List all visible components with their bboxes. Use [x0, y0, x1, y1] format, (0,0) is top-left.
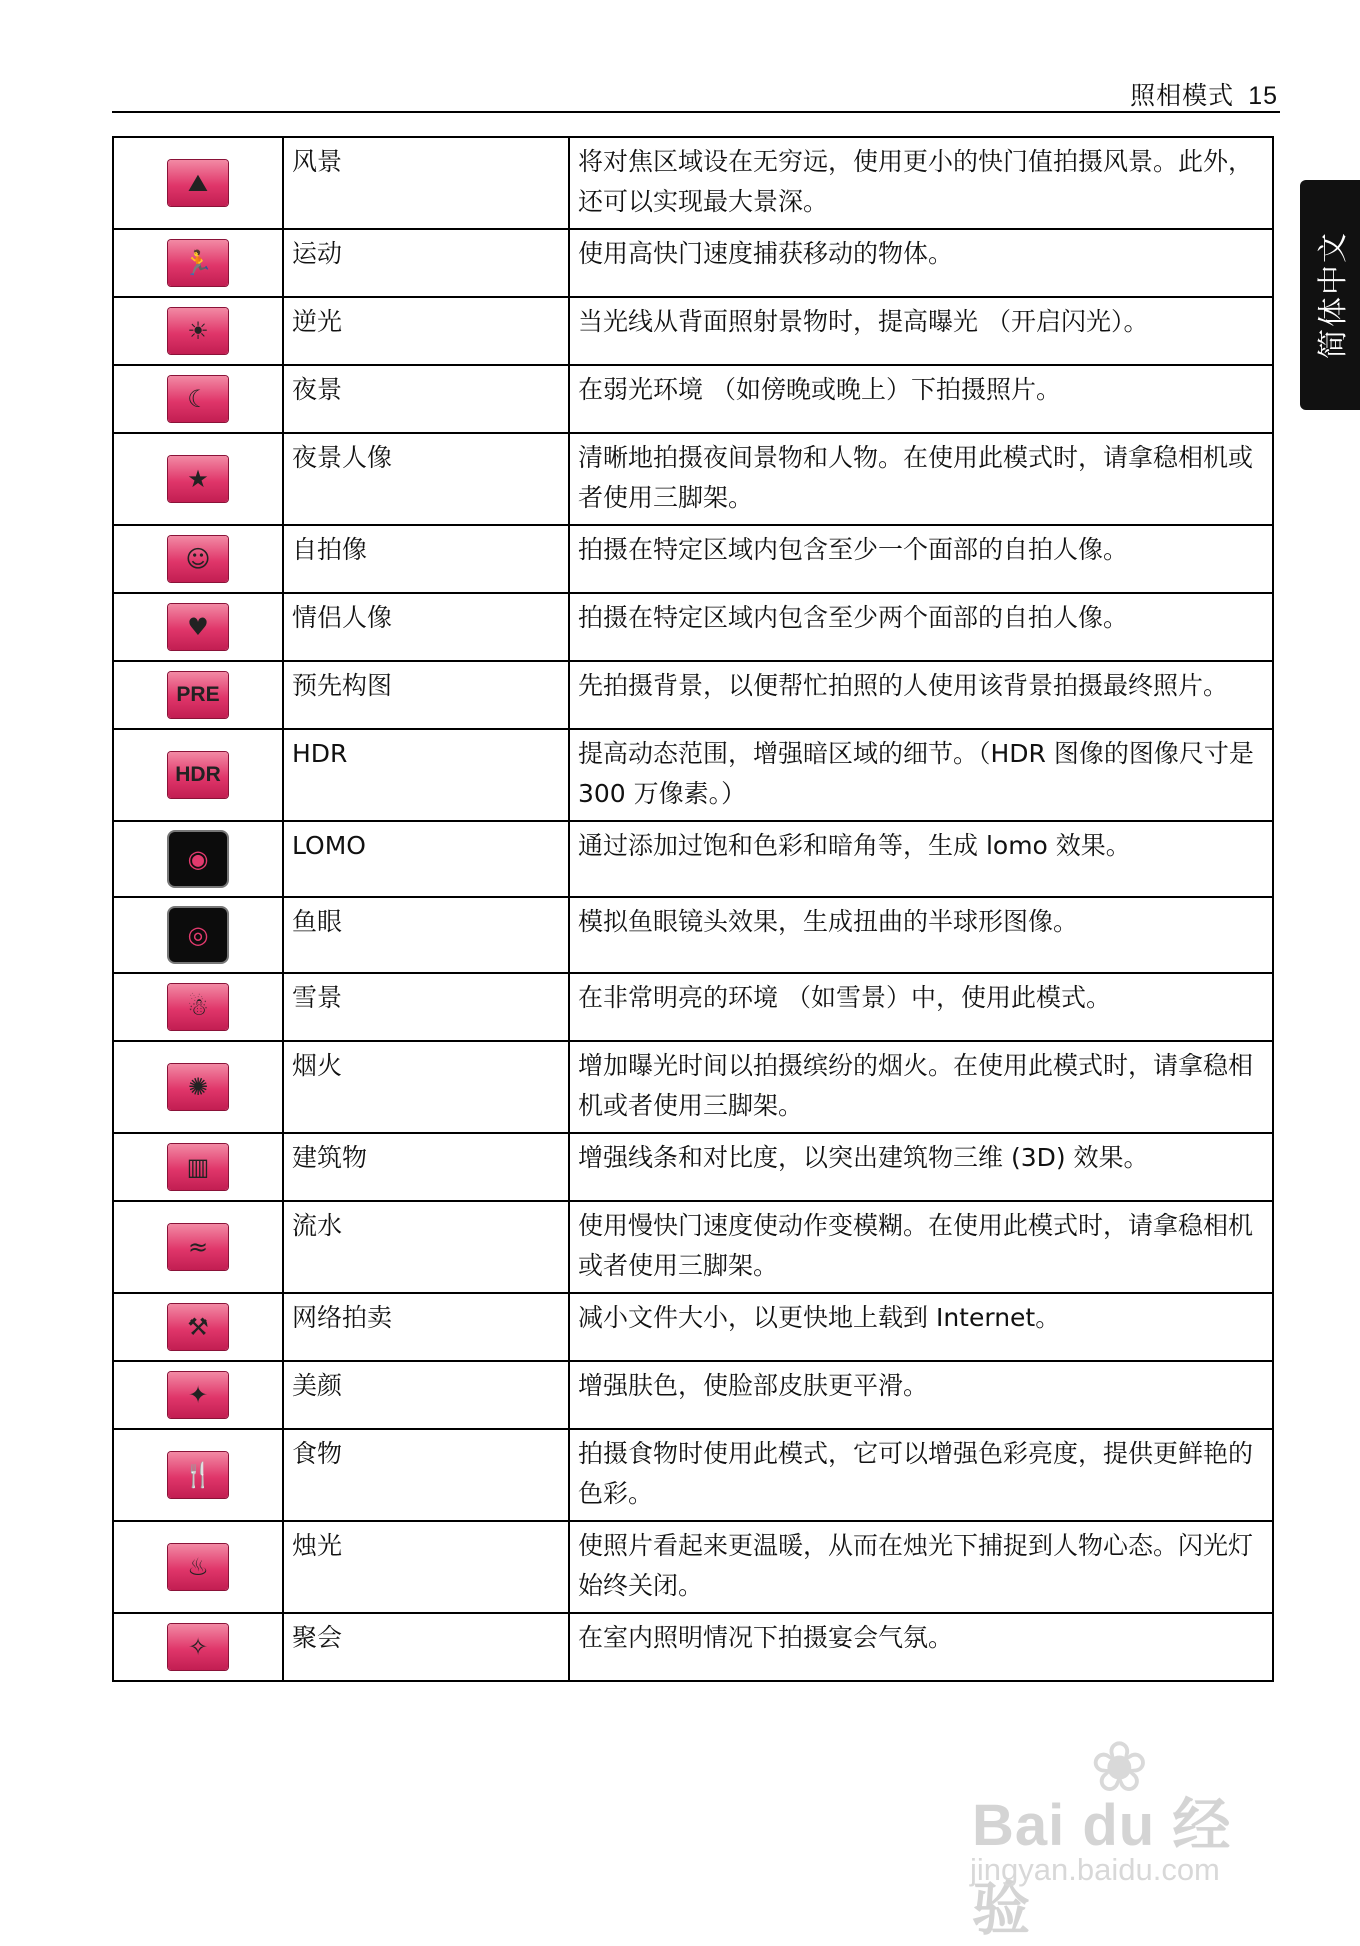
backlight-icon	[168, 308, 228, 354]
table-row	[113, 433, 1273, 525]
mode-description: 模拟鱼眼镜头效果，生成扭曲的半球形图像。	[569, 897, 1273, 973]
pre-composition-icon	[168, 672, 228, 718]
table-row	[113, 729, 1273, 821]
mode-description: 拍摄在特定区域内包含至少一个面部的自拍人像。	[569, 525, 1273, 593]
table-row	[113, 1201, 1273, 1293]
icon-glyph: PRE	[176, 683, 220, 706]
fisheye-icon	[169, 908, 227, 962]
icon-glyph: ★	[187, 465, 209, 493]
mode-name: 自拍像	[283, 525, 569, 593]
mode-icon-cell	[113, 525, 283, 593]
icon-glyph: ◎	[187, 921, 209, 949]
mode-description: 先拍摄背景，以便帮忙拍照的人使用该背景拍摄最终照片。	[569, 661, 1273, 729]
mode-name: 烟火	[283, 1041, 569, 1133]
table-row	[113, 661, 1273, 729]
mode-description: 提高动态范围，增强暗区域的细节。（HDR 图像的图像尺寸是 300 万像素。）	[569, 729, 1273, 821]
table-row	[113, 137, 1273, 229]
mode-name: 聚会	[283, 1613, 569, 1681]
mode-name: 情侣人像	[283, 593, 569, 661]
mode-description: 使用高快门速度捕获移动的物体。	[569, 229, 1273, 297]
mode-name: 夜景	[283, 365, 569, 433]
mode-name: 鱼眼	[283, 897, 569, 973]
table-row	[113, 297, 1273, 365]
icon-glyph: ⛰	[187, 169, 209, 197]
language-tab-label: 简体中文	[1316, 231, 1351, 359]
mode-description: 拍摄在特定区域内包含至少两个面部的自拍人像。	[569, 593, 1273, 661]
table-row	[113, 229, 1273, 297]
language-tab	[1300, 180, 1360, 410]
mode-name: HDR	[283, 729, 569, 821]
fireworks-icon	[168, 1064, 228, 1110]
hdr-icon	[168, 752, 228, 798]
mode-icon-cell	[113, 1429, 283, 1521]
mode-description: 使照片看起来更温暖，从而在烛光下捕捉到人物心态。闪光灯始终关闭。	[569, 1521, 1273, 1613]
icon-glyph: ▥	[186, 1153, 210, 1181]
building-icon	[168, 1144, 228, 1190]
icon-glyph: ◉	[187, 845, 209, 873]
mode-icon-cell	[113, 433, 283, 525]
header-rule	[112, 111, 1280, 113]
icon-glyph: ⚒	[187, 1313, 209, 1341]
mode-name: 食物	[283, 1429, 569, 1521]
beauty-icon	[168, 1372, 228, 1418]
icon-glyph: ☃	[187, 993, 209, 1021]
mode-name: 网络拍卖	[283, 1293, 569, 1361]
mode-description: 增强线条和对比度，以突出建筑物三维 (3D) 效果。	[569, 1133, 1273, 1201]
mode-icon-cell	[113, 1201, 283, 1293]
mode-description: 增强肤色，使脸部皮肤更平滑。	[569, 1361, 1273, 1429]
table-row	[113, 973, 1273, 1041]
mode-description: 在非常明亮的环境 （如雪景）中，使用此模式。	[569, 973, 1273, 1041]
icon-glyph: ♨	[187, 1553, 209, 1581]
mode-icon-cell	[113, 973, 283, 1041]
mode-name: LOMO	[283, 821, 569, 897]
mode-description: 当光线从背面照射景物时，提高曝光 （开启闪光）。	[569, 297, 1273, 365]
mode-name: 运动	[283, 229, 569, 297]
mode-description: 在室内照明情况下拍摄宴会气氛。	[569, 1613, 1273, 1681]
mode-description: 通过添加过饱和色彩和暗角等，生成 lomo 效果。	[569, 821, 1273, 897]
icon-glyph: ✦	[187, 1381, 209, 1409]
mode-icon-cell	[113, 229, 283, 297]
candlelight-icon	[168, 1544, 228, 1590]
mode-description: 在弱光环境 （如傍晚或晚上）下拍摄照片。	[569, 365, 1273, 433]
lomo-icon	[169, 832, 227, 886]
food-icon	[168, 1452, 228, 1498]
mode-icon-cell	[113, 365, 283, 433]
mode-icon-cell	[113, 297, 283, 365]
icon-glyph: ☺	[185, 545, 211, 573]
watermark-brand: Bai du 经验	[972, 1793, 1232, 1942]
table-row	[113, 1521, 1273, 1613]
section-title: 照相模式	[1130, 81, 1235, 110]
party-icon	[168, 1624, 228, 1670]
mode-name: 烛光	[283, 1521, 569, 1613]
night-portrait-icon	[168, 456, 228, 502]
mode-icon-cell	[113, 729, 283, 821]
auction-icon	[168, 1304, 228, 1350]
mode-description: 增加曝光时间以拍摄缤纷的烟火。在使用此模式时，请拿稳相机或者使用三脚架。	[569, 1041, 1273, 1133]
icon-glyph: ♥	[187, 613, 209, 641]
icon-glyph: ☀	[187, 317, 209, 345]
mode-name: 逆光	[283, 297, 569, 365]
night-scene-icon	[168, 376, 228, 422]
landscape-icon	[168, 160, 228, 206]
mode-icon-cell	[113, 1041, 283, 1133]
sport-icon	[168, 240, 228, 286]
mode-description: 清晰地拍摄夜间景物和人物。在使用此模式时，请拿稳相机或者使用三脚架。	[569, 433, 1273, 525]
table-row	[113, 1293, 1273, 1361]
table-row	[113, 1361, 1273, 1429]
page-number: 15	[1248, 82, 1278, 110]
icon-glyph: HDR	[175, 763, 221, 786]
icon-glyph: ≈	[187, 1233, 209, 1261]
icon-glyph: 🍴	[183, 1461, 213, 1489]
mode-icon-cell	[113, 137, 283, 229]
watermark	[960, 1726, 1290, 1942]
mode-name: 预先构图	[283, 661, 569, 729]
mode-icon-cell	[113, 661, 283, 729]
table-row	[113, 897, 1273, 973]
icon-glyph: ☾	[187, 385, 209, 413]
table-row	[113, 525, 1273, 593]
table-row	[113, 365, 1273, 433]
flowing-water-icon	[168, 1224, 228, 1270]
paw-logo-icon: ❀	[1090, 1726, 1149, 1808]
table-row	[113, 593, 1273, 661]
mode-description: 将对焦区域设在无穷远，使用更小的快门值拍摄风景。此外，还可以实现最大景深。	[569, 137, 1273, 229]
mode-name: 风景	[283, 137, 569, 229]
mode-description: 使用慢快门速度使动作变模糊。在使用此模式时，请拿稳相机或者使用三脚架。	[569, 1201, 1273, 1293]
mode-icon-cell	[113, 1293, 283, 1361]
mode-name: 美颜	[283, 1361, 569, 1429]
couple-portrait-icon	[168, 604, 228, 650]
icon-glyph: 🏃	[183, 249, 213, 277]
mode-icon-cell	[113, 1521, 283, 1613]
mode-icon-cell	[113, 1613, 283, 1681]
mode-icon-cell	[113, 897, 283, 973]
mode-name: 雪景	[283, 973, 569, 1041]
mode-icon-cell	[113, 1133, 283, 1201]
table-row	[113, 1041, 1273, 1133]
mode-name: 夜景人像	[283, 433, 569, 525]
mode-icon-cell	[113, 821, 283, 897]
mode-name: 建筑物	[283, 1133, 569, 1201]
icon-glyph: ✧	[187, 1633, 209, 1661]
mode-icon-cell	[113, 1361, 283, 1429]
mode-icon-cell	[113, 593, 283, 661]
self-portrait-icon	[168, 536, 228, 582]
scene-mode-table	[112, 136, 1274, 1682]
page-header	[1130, 76, 1278, 112]
mode-name: 流水	[283, 1201, 569, 1293]
table-row	[113, 1429, 1273, 1521]
table-row	[113, 1613, 1273, 1681]
snow-icon	[168, 984, 228, 1030]
table-row	[113, 821, 1273, 897]
table-row	[113, 1133, 1273, 1201]
mode-description: 减小文件大小，以更快地上载到 Internet。	[569, 1293, 1273, 1361]
watermark-url: jingyan.baidu.com	[970, 1852, 1220, 1887]
icon-glyph: ✺	[187, 1073, 209, 1101]
mode-description: 拍摄食物时使用此模式，它可以增强色彩亮度，提供更鲜艳的色彩。	[569, 1429, 1273, 1521]
